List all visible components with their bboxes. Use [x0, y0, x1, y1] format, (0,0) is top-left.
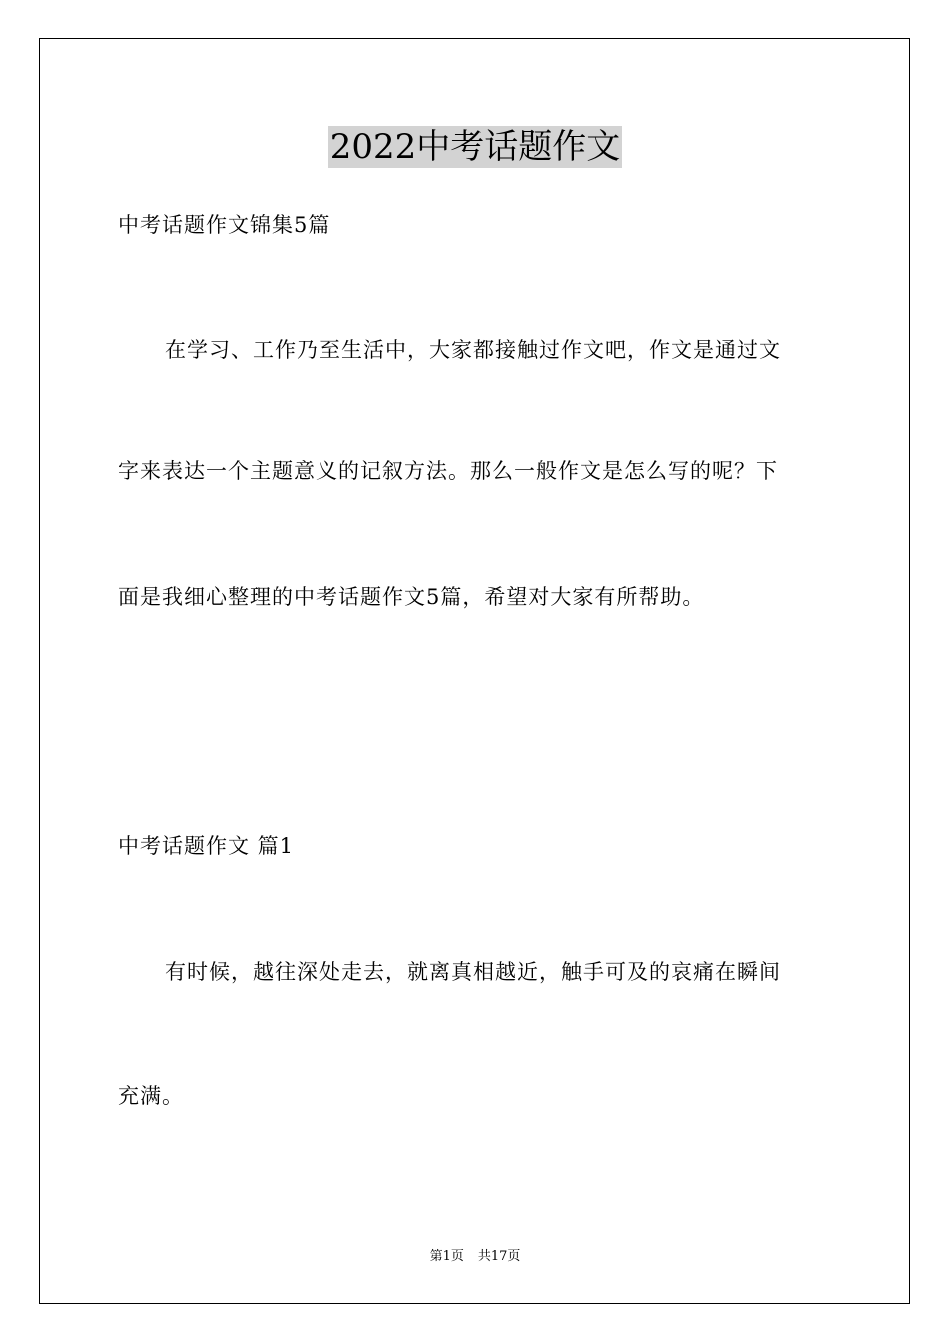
footer-page-current: 第1页: [429, 1249, 464, 1264]
title-container: [0, 126, 950, 168]
footer-page-total: 共17页: [477, 1249, 521, 1264]
intro-line-3: 面是我细心整理的中考话题作文5篇，希望对大家有所帮助。: [118, 585, 705, 609]
page-footer: [0, 1248, 950, 1266]
document-title: 2022中考话题作文: [329, 127, 621, 167]
intro-line-1: 在学习、工作乃至生活中，大家都接触过作文吧，作文是通过文: [165, 338, 781, 362]
body-line-1: 有时候，越往深处走去，就离真相越近，触手可及的哀痛在瞬间: [165, 960, 781, 984]
document-subtitle: 中考话题作文锦集5篇: [118, 213, 331, 237]
body-line-2: 充满。: [118, 1084, 184, 1108]
section-heading: 中考话题作文 篇1: [118, 834, 295, 858]
intro-line-2: 字来表达一个主题意义的记叙方法。那么一般作文是怎么写的呢？下: [118, 459, 778, 483]
